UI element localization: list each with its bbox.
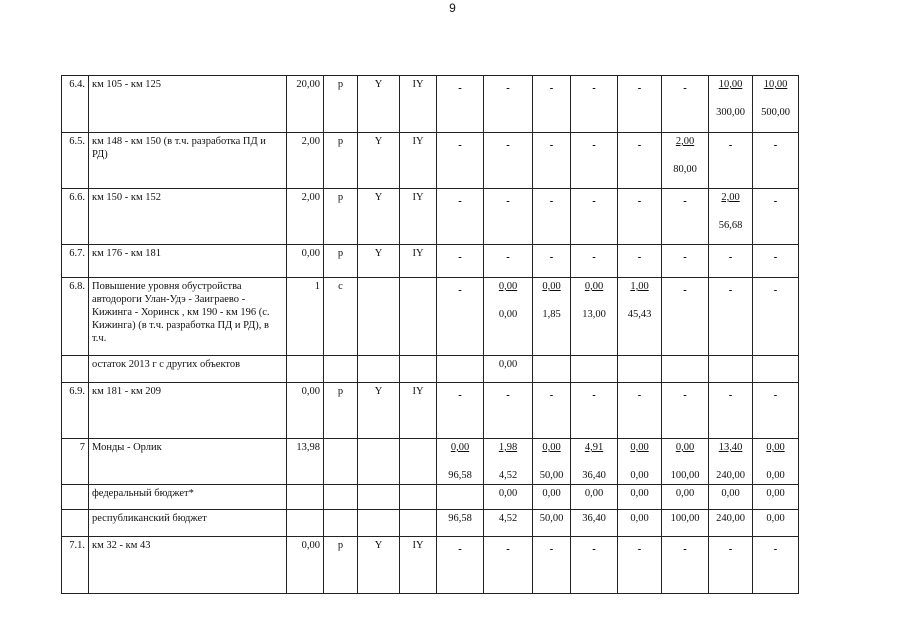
cell-name: км 150 - км 152 (89, 189, 287, 245)
amount-value: 4,52 (498, 513, 518, 524)
cell-year-value (437, 76, 484, 133)
cell-category-1: Y (358, 133, 400, 189)
cell-year-value (571, 278, 618, 356)
cell-year-value (533, 133, 571, 189)
length-value (440, 385, 480, 398)
length-value: 10,00 (718, 79, 743, 90)
road-works-table (61, 75, 799, 594)
cell-year-value (662, 76, 709, 133)
amount-value: 100,00 (670, 513, 700, 524)
cell-year-value (618, 485, 662, 510)
cell-name: км 148 - км 150 (в т.ч. разработка ПД и РД) (89, 133, 287, 189)
cell-category-1: Y (358, 383, 400, 439)
length-value (574, 247, 614, 260)
cell-year-value (753, 510, 799, 537)
length-value (665, 280, 705, 293)
amount-value: 36,40 (582, 470, 606, 481)
length-value (621, 539, 658, 552)
cell-year-value (618, 356, 662, 383)
cell-category-2: IY (400, 76, 437, 133)
cell-year-value (753, 356, 799, 383)
cell-name: остаток 2013 г с других объектов (89, 356, 287, 383)
length-value (536, 247, 567, 260)
cell-number: 6.5. (62, 133, 89, 189)
cell-year-value (709, 133, 753, 189)
cell-name: Монды - Орлик (89, 439, 287, 485)
cell-year-value (618, 245, 662, 278)
cell-year-value (533, 278, 571, 356)
length-value (665, 385, 705, 398)
length-value (440, 539, 480, 552)
cell-type: р (324, 383, 358, 439)
cell-year-value (753, 278, 799, 356)
length-value (574, 539, 614, 552)
cell-year-value (484, 133, 533, 189)
length-value: 0,00 (498, 281, 518, 292)
amount-value: 36,40 (582, 513, 606, 524)
table-row (62, 76, 799, 133)
length-value (487, 191, 529, 204)
cell-category-2: IY (400, 133, 437, 189)
amount-value: 0,00 (766, 488, 785, 499)
cell-category-1 (358, 356, 400, 383)
cell-number (62, 485, 89, 510)
length-value: 0,00 (584, 281, 604, 292)
cell-year-value (662, 189, 709, 245)
length-value (536, 78, 567, 91)
length-value (536, 385, 567, 398)
cell-number: 6.8. (62, 278, 89, 356)
cell-length: 0,00 (287, 383, 324, 439)
length-value (487, 247, 529, 260)
length-value (621, 385, 658, 398)
cell-year-value (662, 485, 709, 510)
cell-year-value (533, 537, 571, 594)
cell-year-value (484, 439, 533, 485)
length-value (440, 78, 480, 91)
cell-year-value (533, 383, 571, 439)
length-value (440, 135, 480, 148)
amount-value: 96,58 (448, 513, 472, 524)
cell-length: 20,00 (287, 76, 324, 133)
cell-category-2 (400, 510, 437, 537)
cell-year-value (533, 189, 571, 245)
length-value (712, 539, 749, 552)
cell-year-value (618, 133, 662, 189)
amount-value: 80,00 (673, 164, 697, 175)
amount-value: 1,85 (542, 309, 561, 320)
cell-year-value (437, 278, 484, 356)
cell-year-value (709, 485, 753, 510)
cell-year-value (618, 439, 662, 485)
amount-value: 300,00 (716, 107, 745, 118)
amount-value: 56,68 (718, 220, 743, 231)
cell-year-value (662, 537, 709, 594)
length-value: 0,00 (630, 442, 649, 453)
length-value (756, 135, 795, 148)
cell-year-value (662, 383, 709, 439)
cell-year-value (571, 439, 618, 485)
cell-year-value (753, 133, 799, 189)
cell-type (324, 485, 358, 510)
cell-year-value (709, 245, 753, 278)
cell-year-value (618, 537, 662, 594)
cell-type: р (324, 76, 358, 133)
cell-category-2 (400, 485, 437, 510)
cell-year-value (437, 485, 484, 510)
cell-year-value (437, 537, 484, 594)
amount-value: 0,00 (630, 488, 649, 499)
cell-year-value (662, 245, 709, 278)
table-body (62, 76, 799, 594)
length-value (665, 247, 705, 260)
length-value (756, 539, 795, 552)
amount-value: 4,52 (498, 470, 518, 481)
amount-value: 240,00 (716, 513, 745, 524)
cell-name: км 105 - км 125 (89, 76, 287, 133)
cell-number (62, 356, 89, 383)
cell-length: 1 (287, 278, 324, 356)
cell-year-value (484, 537, 533, 594)
table-row (62, 383, 799, 439)
length-value (665, 78, 705, 91)
cell-year-value (618, 189, 662, 245)
cell-year-value (709, 537, 753, 594)
cell-year-value (662, 278, 709, 356)
length-value (665, 539, 705, 552)
length-value (440, 191, 480, 204)
cell-year-value (709, 356, 753, 383)
cell-type: р (324, 245, 358, 278)
cell-year-value (437, 356, 484, 383)
length-value (621, 135, 658, 148)
length-value (712, 247, 749, 260)
amount-value: 0,00 (630, 470, 649, 481)
cell-length: 0,00 (287, 245, 324, 278)
cell-name: км 32 - км 43 (89, 537, 287, 594)
cell-year-value (571, 76, 618, 133)
length-value (712, 135, 749, 148)
length-value: 4,91 (584, 442, 604, 453)
length-value: 0,00 (450, 442, 470, 453)
cell-category-1 (358, 439, 400, 485)
cell-name: федеральный бюджет* (89, 485, 287, 510)
cell-number: 7 (62, 439, 89, 485)
cell-year-value (437, 245, 484, 278)
amount-value: 0,00 (721, 488, 740, 499)
cell-year-value (484, 278, 533, 356)
amount-value: 50,00 (539, 470, 564, 481)
cell-year-value (709, 189, 753, 245)
cell-name: км 176 - км 181 (89, 245, 287, 278)
cell-category-1 (358, 510, 400, 537)
cell-year-value (484, 383, 533, 439)
length-value (756, 247, 795, 260)
cell-type (324, 439, 358, 485)
cell-year-value (533, 76, 571, 133)
cell-year-value (533, 245, 571, 278)
cell-year-value (437, 383, 484, 439)
table-row (62, 510, 799, 537)
cell-year-value (437, 189, 484, 245)
length-value: 0,00 (542, 281, 561, 292)
cell-type: р (324, 537, 358, 594)
length-value (487, 385, 529, 398)
table-row (62, 245, 799, 278)
cell-category-2: IY (400, 537, 437, 594)
amount-value: 500,00 (761, 107, 790, 118)
cell-length: 13,98 (287, 439, 324, 485)
length-value (621, 247, 658, 260)
amount-value: 0,00 (766, 470, 785, 481)
cell-year-value (709, 278, 753, 356)
cell-category-1: Y (358, 245, 400, 278)
amount-value: 96,58 (448, 470, 472, 481)
amount-value: 0,00 (542, 488, 561, 499)
cell-year-value (571, 133, 618, 189)
cell-type (324, 356, 358, 383)
cell-category-2: IY (400, 245, 437, 278)
length-value: 2,00 (721, 192, 740, 203)
cell-year-value (753, 245, 799, 278)
cell-category-1: Y (358, 76, 400, 133)
cell-category-1: Y (358, 189, 400, 245)
length-value (487, 78, 529, 91)
amount-value: 0,00 (584, 488, 604, 499)
cell-number: 6.7. (62, 245, 89, 278)
cell-year-value (709, 76, 753, 133)
cell-year-value (484, 485, 533, 510)
length-value (621, 191, 658, 204)
length-value: 2,00 (675, 136, 695, 147)
length-value (712, 280, 749, 293)
cell-year-value (753, 383, 799, 439)
length-value (712, 385, 749, 398)
amount-value: 50,00 (539, 513, 564, 524)
cell-length: 2,00 (287, 189, 324, 245)
cell-number: 6.6. (62, 189, 89, 245)
length-value (574, 385, 614, 398)
length-value (574, 78, 614, 91)
amount-value: 0,00 (630, 513, 649, 524)
length-value (574, 135, 614, 148)
cell-year-value (753, 537, 799, 594)
amount-value: 0,00 (675, 488, 695, 499)
cell-year-value (437, 133, 484, 189)
cell-year-value (533, 356, 571, 383)
cell-year-value (571, 485, 618, 510)
length-value: 0,00 (766, 442, 785, 453)
cell-year-value (753, 439, 799, 485)
cell-year-value (662, 133, 709, 189)
cell-year-value (662, 356, 709, 383)
cell-length (287, 485, 324, 510)
cell-year-value (618, 510, 662, 537)
page-number: 9 (449, 1, 456, 15)
cell-year-value (709, 510, 753, 537)
table-row (62, 485, 799, 510)
cell-category-2 (400, 439, 437, 485)
cell-year-value (709, 383, 753, 439)
cell-length: 2,00 (287, 133, 324, 189)
amount-value: 13,00 (582, 309, 606, 320)
amount-value: 100,00 (670, 470, 700, 481)
cell-type: с (324, 278, 358, 356)
cell-year-value (533, 510, 571, 537)
table-row (62, 356, 799, 383)
length-value (487, 135, 529, 148)
cell-year-value (571, 245, 618, 278)
table-row (62, 439, 799, 485)
cell-year-value (437, 439, 484, 485)
cell-year-value (484, 76, 533, 133)
amount-value: 0,00 (766, 513, 785, 524)
amount-value: 45,43 (627, 309, 652, 320)
table-row (62, 133, 799, 189)
cell-year-value (571, 189, 618, 245)
cell-year-value (571, 510, 618, 537)
length-value: 13,40 (718, 442, 743, 453)
length-value: 10,00 (763, 79, 788, 90)
amount-value: 0,00 (498, 309, 518, 320)
cell-name: республиканский бюджет (89, 510, 287, 537)
cell-year-value (662, 439, 709, 485)
cell-number (62, 510, 89, 537)
cell-category-1 (358, 278, 400, 356)
cell-year-value (662, 510, 709, 537)
cell-year-value (709, 439, 753, 485)
cell-year-value (753, 485, 799, 510)
table-row (62, 189, 799, 245)
cell-year-value (533, 485, 571, 510)
cell-category-2: IY (400, 383, 437, 439)
amount-value: 0,00 (498, 359, 518, 370)
amount-value: 0,00 (498, 488, 518, 499)
cell-length (287, 356, 324, 383)
table-row (62, 278, 799, 356)
cell-length: 0,00 (287, 537, 324, 594)
length-value (574, 191, 614, 204)
cell-year-value (484, 189, 533, 245)
length-value: 0,00 (675, 442, 695, 453)
length-value (536, 191, 567, 204)
cell-year-value (571, 356, 618, 383)
cell-year-value (571, 537, 618, 594)
cell-category-1 (358, 485, 400, 510)
length-value (665, 191, 705, 204)
cell-name: км 181 - км 209 (89, 383, 287, 439)
cell-number: 6.4. (62, 76, 89, 133)
length-value (440, 247, 480, 260)
length-value (756, 280, 795, 293)
length-value: 1,98 (498, 442, 518, 453)
cell-category-2: IY (400, 189, 437, 245)
cell-number: 6.9. (62, 383, 89, 439)
amount-value: 240,00 (716, 470, 745, 481)
table-row (62, 537, 799, 594)
length-value (536, 135, 567, 148)
length-value (756, 385, 795, 398)
cell-type: р (324, 189, 358, 245)
cell-year-value (753, 76, 799, 133)
cell-number: 7.1. (62, 537, 89, 594)
cell-category-2 (400, 356, 437, 383)
cell-year-value (484, 510, 533, 537)
cell-year-value (484, 356, 533, 383)
length-value (536, 539, 567, 552)
length-value (440, 280, 480, 293)
cell-year-value (533, 439, 571, 485)
cell-year-value (618, 278, 662, 356)
cell-length (287, 510, 324, 537)
cell-type: р (324, 133, 358, 189)
cell-year-value (437, 510, 484, 537)
cell-year-value (571, 383, 618, 439)
length-value: 1,00 (630, 281, 649, 292)
cell-year-value (753, 189, 799, 245)
length-value (487, 539, 529, 552)
cell-category-1: Y (358, 537, 400, 594)
cell-year-value (618, 76, 662, 133)
length-value (621, 78, 658, 91)
cell-type (324, 510, 358, 537)
cell-name: Повышение уровня обустройства автодороги Улан-Удэ - Заиграево - Кижинга - Хоринск , км 190 - км 196 (с. Кижинга) (в т.ч. разработка ПД и РД), в т.ч. (89, 278, 287, 356)
cell-year-value (618, 383, 662, 439)
length-value: 0,00 (542, 442, 561, 453)
cell-year-value (484, 245, 533, 278)
length-value (756, 191, 795, 204)
cell-category-2 (400, 278, 437, 356)
